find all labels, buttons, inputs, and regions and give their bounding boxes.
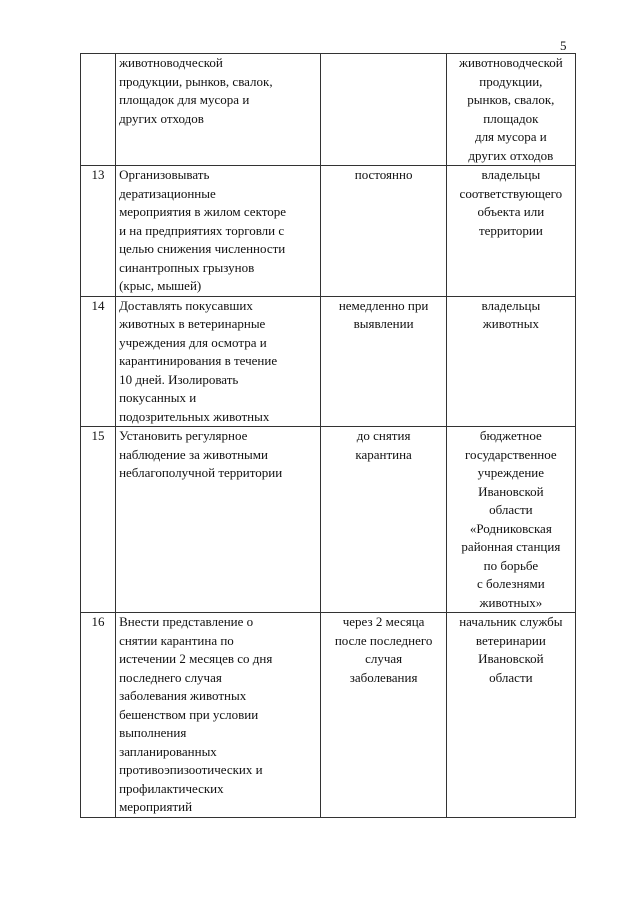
responsible-line: владельцы xyxy=(481,167,541,182)
responsible-line: учреждение xyxy=(477,465,545,480)
responsible-line: ветеринарии xyxy=(475,632,546,648)
responsible-line: владельцы xyxy=(481,297,541,313)
action-line: и на предприятиях торговли с xyxy=(119,222,285,238)
row-number: 15 xyxy=(81,427,116,613)
action-cell xyxy=(116,427,321,613)
action-line: карантинирования в течение xyxy=(119,353,278,368)
responsible-line: с болезнями xyxy=(477,576,545,591)
term-line: выявлении xyxy=(353,316,414,331)
action-line: заболевания животных xyxy=(119,688,247,703)
term-cell xyxy=(321,613,446,818)
responsible-line: «Родниковская xyxy=(469,520,552,536)
action-line: подозрительных животных xyxy=(119,408,270,424)
term-line: постоянно xyxy=(354,167,413,182)
action-line: целью снижения численности xyxy=(119,241,286,256)
action-line: продукции, рынков, свалок, xyxy=(119,73,273,89)
action-line: Организовывать xyxy=(119,167,210,182)
responsible-cell xyxy=(446,427,575,613)
action-cell xyxy=(116,613,321,818)
responsible-line: продукции, xyxy=(479,73,543,89)
action-line: мероприятий xyxy=(119,799,193,814)
row-number xyxy=(81,54,116,166)
table-body xyxy=(81,54,576,818)
responsible-line: области xyxy=(489,502,533,517)
action-line: последнего случая xyxy=(119,669,222,685)
page-number: 5 xyxy=(560,38,567,53)
action-line: выполнения xyxy=(119,725,187,740)
action-line: площадок для мусора и xyxy=(119,92,250,107)
action-line: Доставлять покусавших xyxy=(119,297,253,313)
responsible-line: рынков, свалок, xyxy=(467,92,555,107)
action-line: покусанных и xyxy=(119,390,197,405)
term-line: немедленно при xyxy=(338,297,429,313)
table-row xyxy=(81,166,576,297)
responsible-line: животных xyxy=(482,316,539,331)
responsible-line: территории xyxy=(478,222,543,238)
action-line: животноводческой xyxy=(119,55,223,70)
responsible-cell xyxy=(446,613,575,818)
row-number: 16 xyxy=(81,613,116,818)
action-line: дератизационные xyxy=(119,185,216,201)
responsible-line: районная станция xyxy=(461,539,561,554)
action-line: (крыс, мышей) xyxy=(119,278,202,293)
table-row xyxy=(81,613,576,818)
action-line: Внести представление о xyxy=(119,614,254,629)
responsible-line: Ивановской xyxy=(478,651,544,666)
action-cell xyxy=(116,54,321,166)
responsible-line: по борьбе xyxy=(483,557,539,573)
term-line: после последнего xyxy=(334,632,433,648)
responsible-cell xyxy=(446,296,575,427)
action-cell xyxy=(116,296,321,427)
responsible-line: Ивановской xyxy=(478,483,544,499)
action-line: истечении 2 месяцев со дня xyxy=(119,651,273,666)
action-line: животных в ветеринарные xyxy=(119,316,266,331)
action-line: запланированных xyxy=(119,743,217,759)
term-line: до снятия xyxy=(356,428,411,443)
term-line: случая xyxy=(365,651,403,666)
responsible-line: животноводческой xyxy=(458,55,563,70)
action-line: мероприятия в жилом секторе xyxy=(119,204,286,219)
action-line: неблагополучной территории xyxy=(119,465,283,480)
responsible-cell xyxy=(446,54,575,166)
action-line: снятии карантина по xyxy=(119,632,234,648)
term-cell xyxy=(321,427,446,613)
action-line: других отходов xyxy=(119,110,204,126)
responsible-line: других отходов xyxy=(468,147,554,163)
action-line: учреждения для осмотра и xyxy=(119,334,267,350)
term-cell xyxy=(321,166,446,297)
action-line: 10 дней. Изолировать xyxy=(119,371,239,387)
responsible-line: бюджетное xyxy=(479,428,542,443)
action-line: профилактических xyxy=(119,780,224,796)
action-line: Установить регулярное xyxy=(119,428,248,443)
table-row xyxy=(81,427,576,613)
responsible-line: объекта или xyxy=(477,204,545,219)
term-line: через 2 месяца xyxy=(342,614,425,629)
row-number: 14 xyxy=(81,296,116,427)
action-cell xyxy=(116,166,321,297)
term-line: заболевания xyxy=(349,669,418,685)
responsible-line: соответствующего xyxy=(459,185,563,201)
action-line: бешенством при условии xyxy=(119,706,259,722)
measures-table xyxy=(80,53,576,818)
term-cell xyxy=(321,54,446,166)
responsible-line: области xyxy=(489,669,533,685)
action-line: противоэпизоотических и xyxy=(119,762,263,777)
row-number: 13 xyxy=(81,166,116,297)
responsible-cell xyxy=(446,166,575,297)
term-line: карантина xyxy=(355,446,412,462)
responsible-line: государственное xyxy=(465,446,557,462)
responsible-line: для мусора и xyxy=(474,129,547,144)
table-row xyxy=(81,54,576,166)
responsible-line: площадок xyxy=(483,110,539,126)
action-line: синантропных грызунов xyxy=(119,259,255,275)
action-line: наблюдение за животными xyxy=(119,446,268,462)
term-cell xyxy=(321,296,446,427)
responsible-line: животных» xyxy=(479,594,543,610)
table-row xyxy=(81,296,576,427)
responsible-line: начальник службы xyxy=(459,614,563,629)
